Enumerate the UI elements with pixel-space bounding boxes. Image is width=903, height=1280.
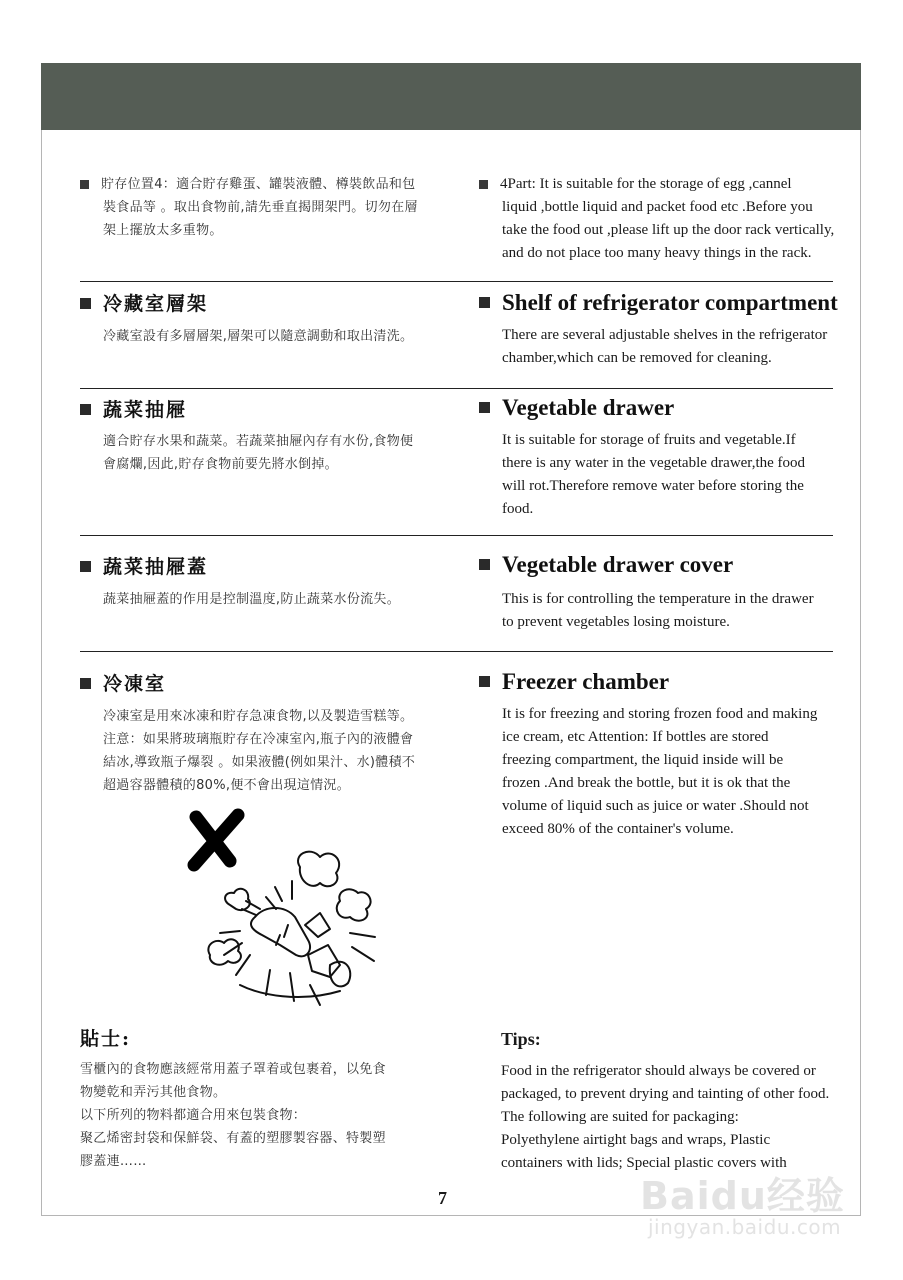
bullet-icon (80, 404, 91, 415)
text-line: 以下所列的物料都適合用來包裝食物： (80, 1108, 307, 1123)
text-line: and do not place too many heavy things in the rack. (502, 245, 812, 261)
text-line: 聚乙烯密封袋和保鮮袋、有蓋的塑膠製容器、特製塑 (80, 1131, 386, 1146)
text-line: This is for controlling the temperature in the drawer (502, 591, 814, 607)
text-line: frozen .And break the bottle, but it is ok that the (502, 775, 791, 791)
watermark-url: jingyan.baidu.com (648, 1215, 842, 1239)
tips-title: 貼士: (80, 1028, 132, 1050)
bullet-icon (80, 298, 91, 309)
text-line: 蔬菜抽屜蓋的作用是控制溫度,防止蔬菜水份流失。 (103, 592, 401, 607)
prohibited-x-icon (194, 815, 238, 865)
section-title: 冷藏室層架 (103, 293, 209, 315)
tips-en (501, 1024, 871, 1175)
text-line: It is for freezing and storing frozen food and making (502, 706, 818, 722)
section-title: 蔬菜抽屜蓋 (103, 556, 209, 578)
text-line: ice cream, etc Attention: If bottles are stored (502, 729, 769, 745)
text-line: 4Part: It is suitable for the storage of egg ,cannel (500, 176, 792, 192)
text-line: 雪櫃內的食物應該經常用蓋子罩着或包裹着，以免食 (80, 1062, 386, 1077)
text-line: It is suitable for storage of fruits and vegetable.If (502, 432, 796, 448)
text-line: packaged, to prevent drying and tainting of other food. (501, 1086, 830, 1102)
broken-bottle-illustration (180, 805, 390, 1015)
text-line: The following are suited for packaging: (501, 1109, 739, 1125)
text-line: will rot.Therefore remove water before storing the (502, 478, 804, 494)
text-line: 物變乾和弄污其他食物。 (80, 1085, 227, 1100)
text-line: liquid ,bottle liquid and packet food etc .Before you (502, 199, 813, 215)
bullet-icon (479, 180, 488, 189)
page-number: 7 (438, 1188, 447, 1208)
storage4-zh (80, 173, 450, 242)
text-line: 貯存位置4：適合貯存雞蛋、罐裝液體、樽裝飲品和包 (101, 177, 416, 192)
text-line: containers with lids; Special plastic covers with (501, 1155, 787, 1171)
text-line: 架上擺放太多重物。 (103, 223, 223, 238)
text-line: volume of liquid such as juice or water .Should not (502, 798, 809, 814)
text-line: 注意：如果將玻璃瓶貯存在冷凍室內,瓶子內的液體會 (103, 732, 414, 747)
watermark-logo: Baidu经验 (640, 1174, 845, 1218)
text-line: food. (502, 501, 534, 517)
bullet-icon (80, 561, 91, 572)
section-title: Vegetable drawer cover (502, 552, 734, 577)
shelf-zh (80, 289, 460, 348)
section-title: 冷凍室 (103, 673, 167, 695)
text-line: to prevent vegetables losing moisture. (502, 614, 730, 630)
text-line: 冷藏室設有多層層架,層架可以隨意調動和取出清洗。 (103, 329, 414, 344)
text-line: 超過容器體積的80%,便不會出現這情況。 (103, 778, 351, 793)
bullet-icon (80, 180, 89, 189)
shelf-en (479, 288, 869, 370)
section-title: Shelf of refrigerator compartment (502, 290, 838, 315)
text-line: There are several adjustable shelves in the refrigerator (502, 327, 828, 343)
text-line: there is any water in the vegetable drawer,the food (502, 455, 806, 471)
tips-title: Tips: (501, 1029, 541, 1049)
freezer-zh (80, 669, 460, 797)
text-line: exceed 80% of the container's volume. (502, 821, 734, 837)
text-line: 結冰,導致瓶子爆裂 。如果液體(例如果汁、水)體積不 (103, 755, 416, 770)
text-line: freezing compartment, the liquid inside will be (502, 752, 784, 768)
text-line: 膠蓋連…… (80, 1154, 147, 1169)
section-title: Freezer chamber (502, 669, 670, 694)
freezer-en (479, 667, 869, 841)
bullet-icon (479, 297, 490, 308)
bullet-icon (479, 402, 490, 413)
cover-zh (80, 552, 460, 611)
divider (80, 651, 833, 652)
section-title: Vegetable drawer (502, 395, 675, 420)
divider (80, 388, 833, 389)
bullet-icon (80, 678, 91, 689)
drawer-en (479, 393, 869, 521)
drawer-zh (80, 395, 460, 476)
text-line: 適合貯存水果和蔬菜。若蔬菜抽屜內存有水份,食物便 (103, 434, 414, 449)
text-line: take the food out ,please lift up the door rack vertically, (502, 222, 835, 238)
watermark (640, 1165, 860, 1265)
text-line: chamber,which can be removed for cleaning. (502, 350, 772, 366)
bullet-icon (479, 676, 490, 687)
cover-en (479, 550, 869, 634)
text-line: 裝食品等 。取出食物前,請先垂直揭開架門。切勿在層 (103, 200, 418, 215)
divider (80, 281, 833, 282)
text-line: Polyethylene airtight bags and wraps, Plastic (501, 1132, 771, 1148)
storage4-en (479, 173, 869, 265)
section-title: 蔬菜抽屜 (103, 399, 188, 421)
header-band (41, 63, 861, 130)
text-line: 會腐爛,因此,貯存食物前要先將水倒掉。 (103, 457, 338, 472)
tips-zh (80, 1024, 460, 1173)
text-line: 冷凍室是用來冰凍和貯存急凍食物,以及製造雪糕等。 (103, 709, 414, 724)
divider (80, 535, 833, 536)
exploding-bottle-icon (208, 852, 375, 1005)
text-line: Food in the refrigerator should always be covered or (501, 1063, 816, 1079)
bullet-icon (479, 559, 490, 570)
